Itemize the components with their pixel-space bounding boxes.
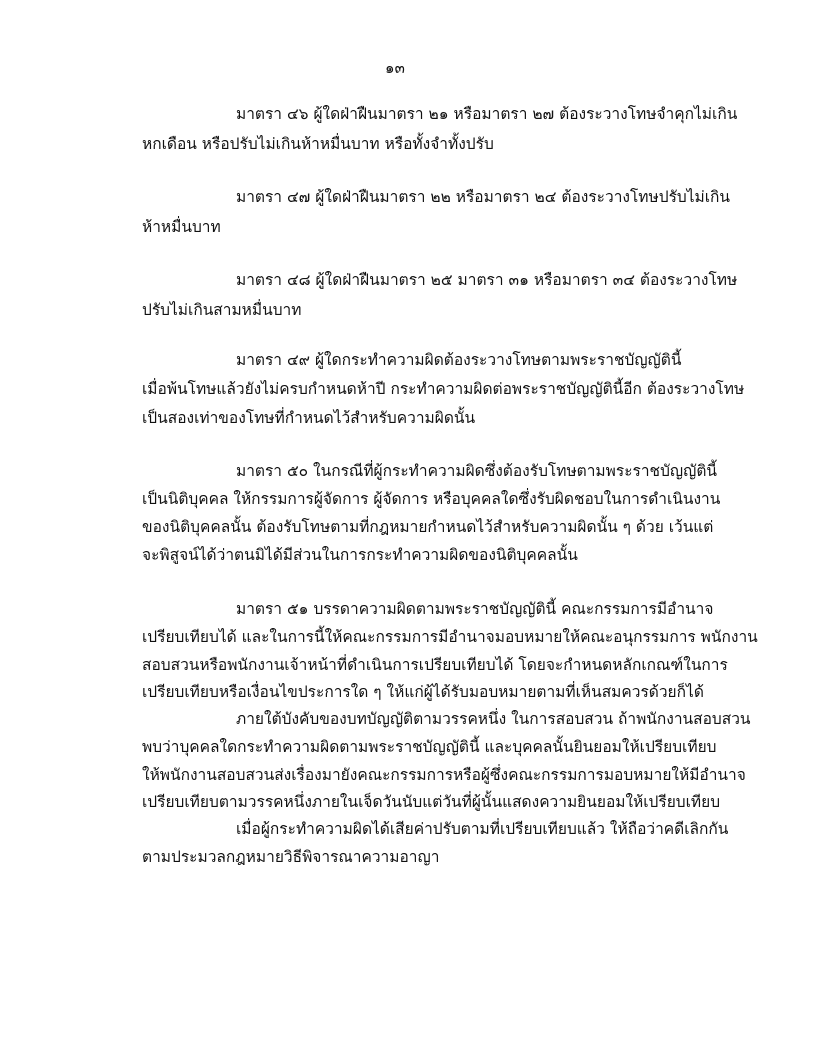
section-51-line-8: เปรียบเทียบตามวรรคหนึ่งภายในเจ็ดวันนับแต่วันที่ผู้นั้นแสดงความยินยอมให้เปรียบเทียบ bbox=[142, 793, 721, 811]
page-number: ๑๓ bbox=[385, 59, 405, 77]
section-47-line-2: ห้าหมื่นบาท bbox=[142, 218, 221, 236]
section-50-line-2: เป็นนิติบุคคล ให้กรรมการผู้จัดการ ผู้จัดการ หรือบุคคลใดซึ่งรับผิดชอบในการดำเนินงาน bbox=[142, 490, 721, 508]
section-51-line-10: ตามประมวลกฎหมายวิธีพิจารณาความอาญา bbox=[142, 848, 440, 866]
section-48-line-1: มาตรา ๔๘ ผู้ใดฝ่าฝืนมาตรา ๒๕ มาตรา ๓๑ หรือมาตรา ๓๔ ต้องระวางโทษ bbox=[236, 271, 738, 289]
section-46-line-2: หกเดือน หรือปรับไม่เกินห้าหมื่นบาท หรือทั้งจำทั้งปรับ bbox=[142, 135, 494, 153]
section-49-line-2: เมื่อพ้นโทษแล้วยังไม่ครบกำหนดห้าปี กระทำความผิดต่อพระราชบัญญัตินี้อีก ต้องระวางโทษ bbox=[142, 380, 745, 398]
section-51-line-7: ให้พนักงานสอบสวนส่งเรื่องมายังคณะกรรมการหรือผู้ซึ่งคณะกรรมการมอบหมายให้มีอำนาจ bbox=[142, 766, 746, 784]
section-51-line-4: เปรียบเทียบหรือเงื่อนไขประการใด ๆ ให้แก่ผู้ได้รับมอบหมายตามที่เห็นสมควรด้วยก็ได้ bbox=[142, 683, 704, 701]
section-49-line-3: เป็นสองเท่าของโทษที่กำหนดไว้สำหรับความผิดนั้น bbox=[142, 409, 476, 427]
section-50-line-3: ของนิติบุคคลนั้น ต้องรับโทษตามที่กฎหมายกำหนดไว้สำหรับความผิดนั้น ๆ ด้วย เว้นแต่ bbox=[142, 518, 714, 536]
section-50-line-1: มาตรา ๕๐ ในกรณีที่ผู้กระทำความผิดซึ่งต้องรับโทษตามพระราชบัญญัตินี้ bbox=[236, 462, 717, 480]
section-51-line-3: สอบสวนหรือพนักงานเจ้าหน้าที่ดำเนินการเปรียบเทียบได้ โดยจะกำหนดหลักเกณฑ์ในการ bbox=[142, 656, 728, 674]
section-51-line-1: มาตรา ๕๑ บรรดาความผิดตามพระราชบัญญัตินี้ คณะกรรมการมีอำนาจ bbox=[236, 600, 714, 618]
section-51-line-6: พบว่าบุคคลใดกระทำความผิดตามพระราชบัญญัตินี้ และบุคคลนั้นยินยอมให้เปรียบเทียบ bbox=[142, 738, 717, 756]
section-46-line-1: มาตรา ๔๖ ผู้ใดฝ่าฝืนมาตรา ๒๑ หรือมาตรา ๒๗ ต้องระวางโทษจำคุกไม่เกิน bbox=[236, 105, 738, 123]
section-51-line-5: ภายใต้บังคับของบทบัญญัติตามวรรคหนึ่ง ในการสอบสวน ถ้าพนักงานสอบสวน bbox=[236, 710, 751, 728]
section-49-line-1: มาตรา ๔๙ ผู้ใดกระทำความผิดต้องระวางโทษตามพระราชบัญญัตินี้ bbox=[236, 351, 682, 369]
section-50-line-4: จะพิสูจน์ได้ว่าตนมิได้มีส่วนในการกระทำความผิดของนิติบุคคลนั้น bbox=[142, 546, 578, 564]
section-47-line-1: มาตรา ๔๗ ผู้ใดฝ่าฝืนมาตรา ๒๒ หรือมาตรา ๒๔ ต้องระวางโทษปรับไม่เกิน bbox=[236, 188, 731, 206]
section-48-line-2: ปรับไม่เกินสามหมื่นบาท bbox=[142, 301, 302, 319]
section-51-line-2: เปรียบเทียบได้ และในการนี้ให้คณะกรรมการมีอำนาจมอบหมายให้คณะอนุกรรมการ พนักงาน bbox=[142, 628, 758, 646]
section-51-line-9: เมื่อผู้กระทำความผิดได้เสียค่าปรับตามที่เปรียบเทียบแล้ว ให้ถือว่าคดีเลิกกัน bbox=[236, 820, 729, 838]
